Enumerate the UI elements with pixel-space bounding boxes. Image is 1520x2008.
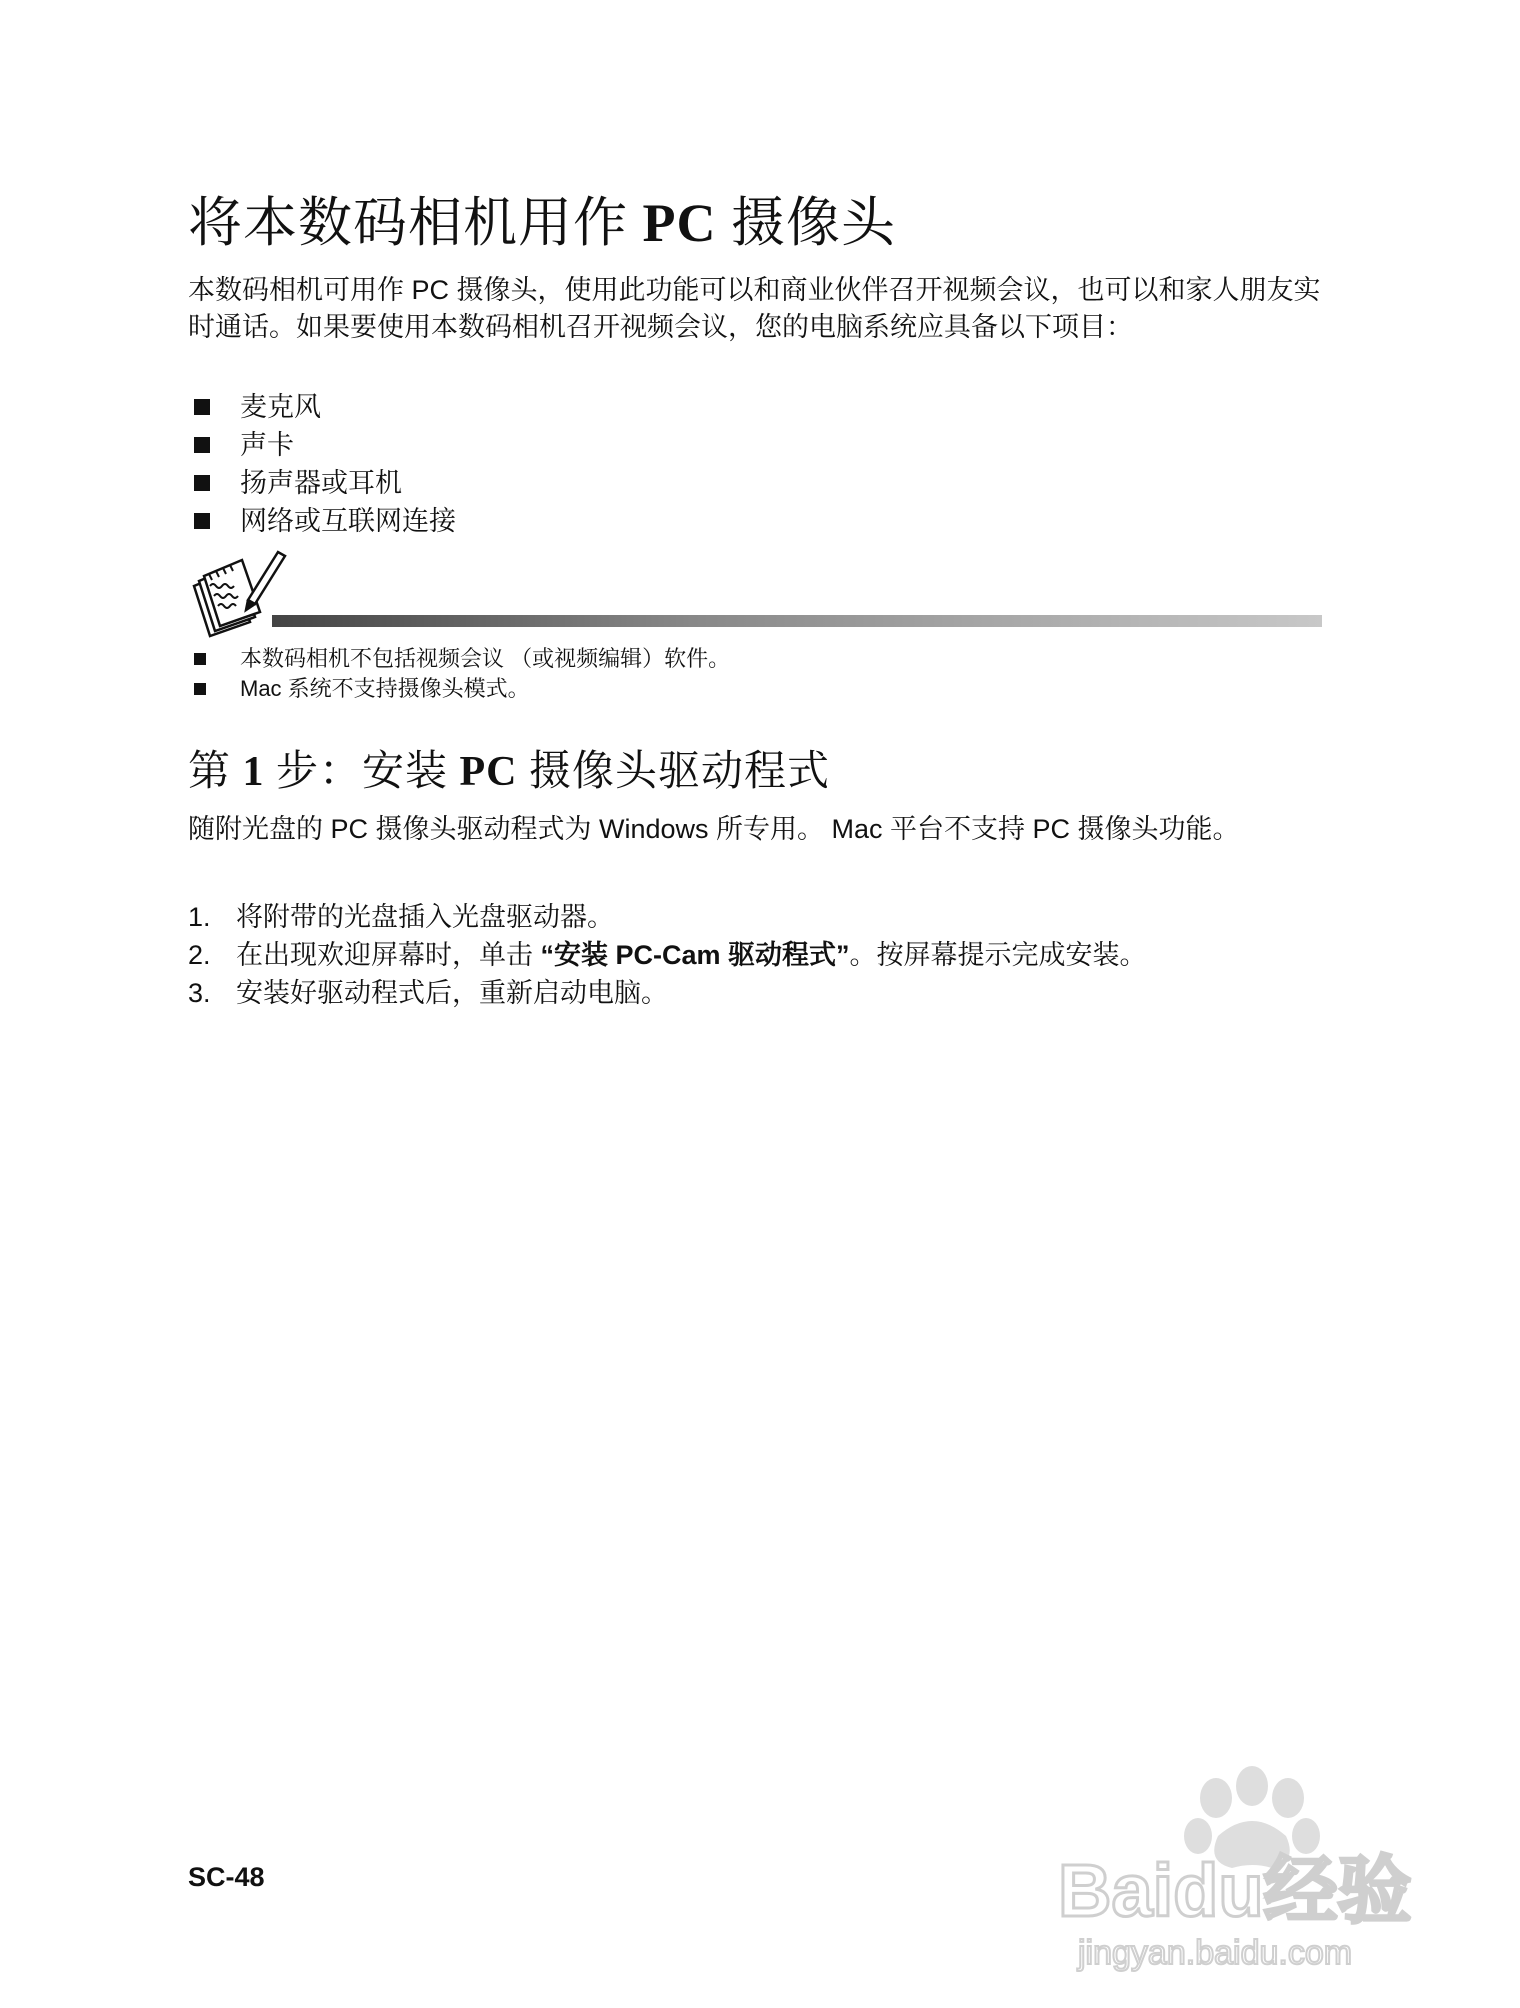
square-bullet-icon bbox=[194, 683, 206, 695]
heading-step-number: 1 bbox=[242, 749, 265, 795]
title-prefix: 将本数码相机用作 bbox=[188, 193, 643, 253]
section-description: 随附光盘的 PC 摄像头驱动程式为 Windows 所专用。 Mac 平台不支持 PC 摄像头功能。 bbox=[188, 814, 1240, 844]
step-item bbox=[188, 898, 1147, 936]
heading-post: 摄像头驱动程式 bbox=[517, 749, 831, 795]
section-heading bbox=[188, 738, 830, 798]
watermark-url: jingyan.baidu.com bbox=[1078, 1934, 1353, 1972]
square-bullet-icon bbox=[194, 437, 210, 453]
notes-list bbox=[188, 644, 730, 704]
step-bold-text: “安装 PC-Cam 驱动程式” bbox=[540, 940, 850, 970]
step-number: 3. bbox=[188, 978, 211, 1008]
baidu-watermark-logo bbox=[1048, 1758, 1448, 1978]
step-number: 2. bbox=[188, 940, 211, 970]
heading-pre: 第 bbox=[188, 749, 243, 795]
square-bullet-icon bbox=[194, 399, 210, 415]
list-item-text: 麦克风 bbox=[240, 392, 321, 422]
intro-paragraph: 本数码相机可用作 PC 摄像头，使用此功能可以和商业伙伴召开视频会议，也可以和家人朋友实时通话。如果要使用本数码相机召开视频会议，您的电脑系统应具备以下项目： bbox=[188, 275, 1321, 342]
note-text: Mac 系统不支持摄像头模式。 bbox=[240, 676, 530, 701]
title-bold: PC bbox=[642, 193, 717, 253]
step-number: 1. bbox=[188, 902, 211, 932]
list-item bbox=[188, 426, 456, 464]
list-item bbox=[188, 388, 456, 426]
note-item bbox=[188, 644, 730, 674]
list-item-text: 网络或互联网连接 bbox=[240, 506, 456, 536]
steps-list bbox=[188, 898, 1147, 1012]
list-item bbox=[188, 502, 456, 540]
square-bullet-icon bbox=[194, 653, 206, 665]
step-item bbox=[188, 936, 1147, 974]
page-title bbox=[188, 180, 896, 257]
square-bullet-icon bbox=[194, 475, 210, 491]
step-text: 在出现欢迎屏幕时，单击 bbox=[236, 940, 541, 970]
step-text: 安装好驱动程式后，重新启动电脑。 bbox=[236, 978, 668, 1008]
heading-bold: PC bbox=[459, 749, 518, 795]
square-bullet-icon bbox=[194, 513, 210, 529]
requirements-list bbox=[188, 388, 456, 540]
note-item bbox=[188, 674, 730, 704]
step-item bbox=[188, 974, 1147, 1012]
step-text: 将附带的光盘插入光盘驱动器。 bbox=[236, 902, 614, 932]
watermark-brand: Baidu经验 bbox=[1058, 1849, 1412, 1932]
list-item bbox=[188, 464, 456, 502]
list-item-text: 声卡 bbox=[240, 430, 294, 460]
note-text: 本数码相机不包括视频会议 （或视频编辑）软件。 bbox=[240, 646, 731, 671]
heading-mid: 步：安装 bbox=[264, 749, 460, 795]
step-text: 。按屏幕提示完成安装。 bbox=[849, 940, 1147, 970]
note-divider-bar bbox=[272, 615, 1322, 627]
list-item-text: 扬声器或耳机 bbox=[240, 468, 402, 498]
title-suffix: 摄像头 bbox=[716, 193, 896, 253]
page-number: SC-48 bbox=[188, 1862, 265, 1892]
